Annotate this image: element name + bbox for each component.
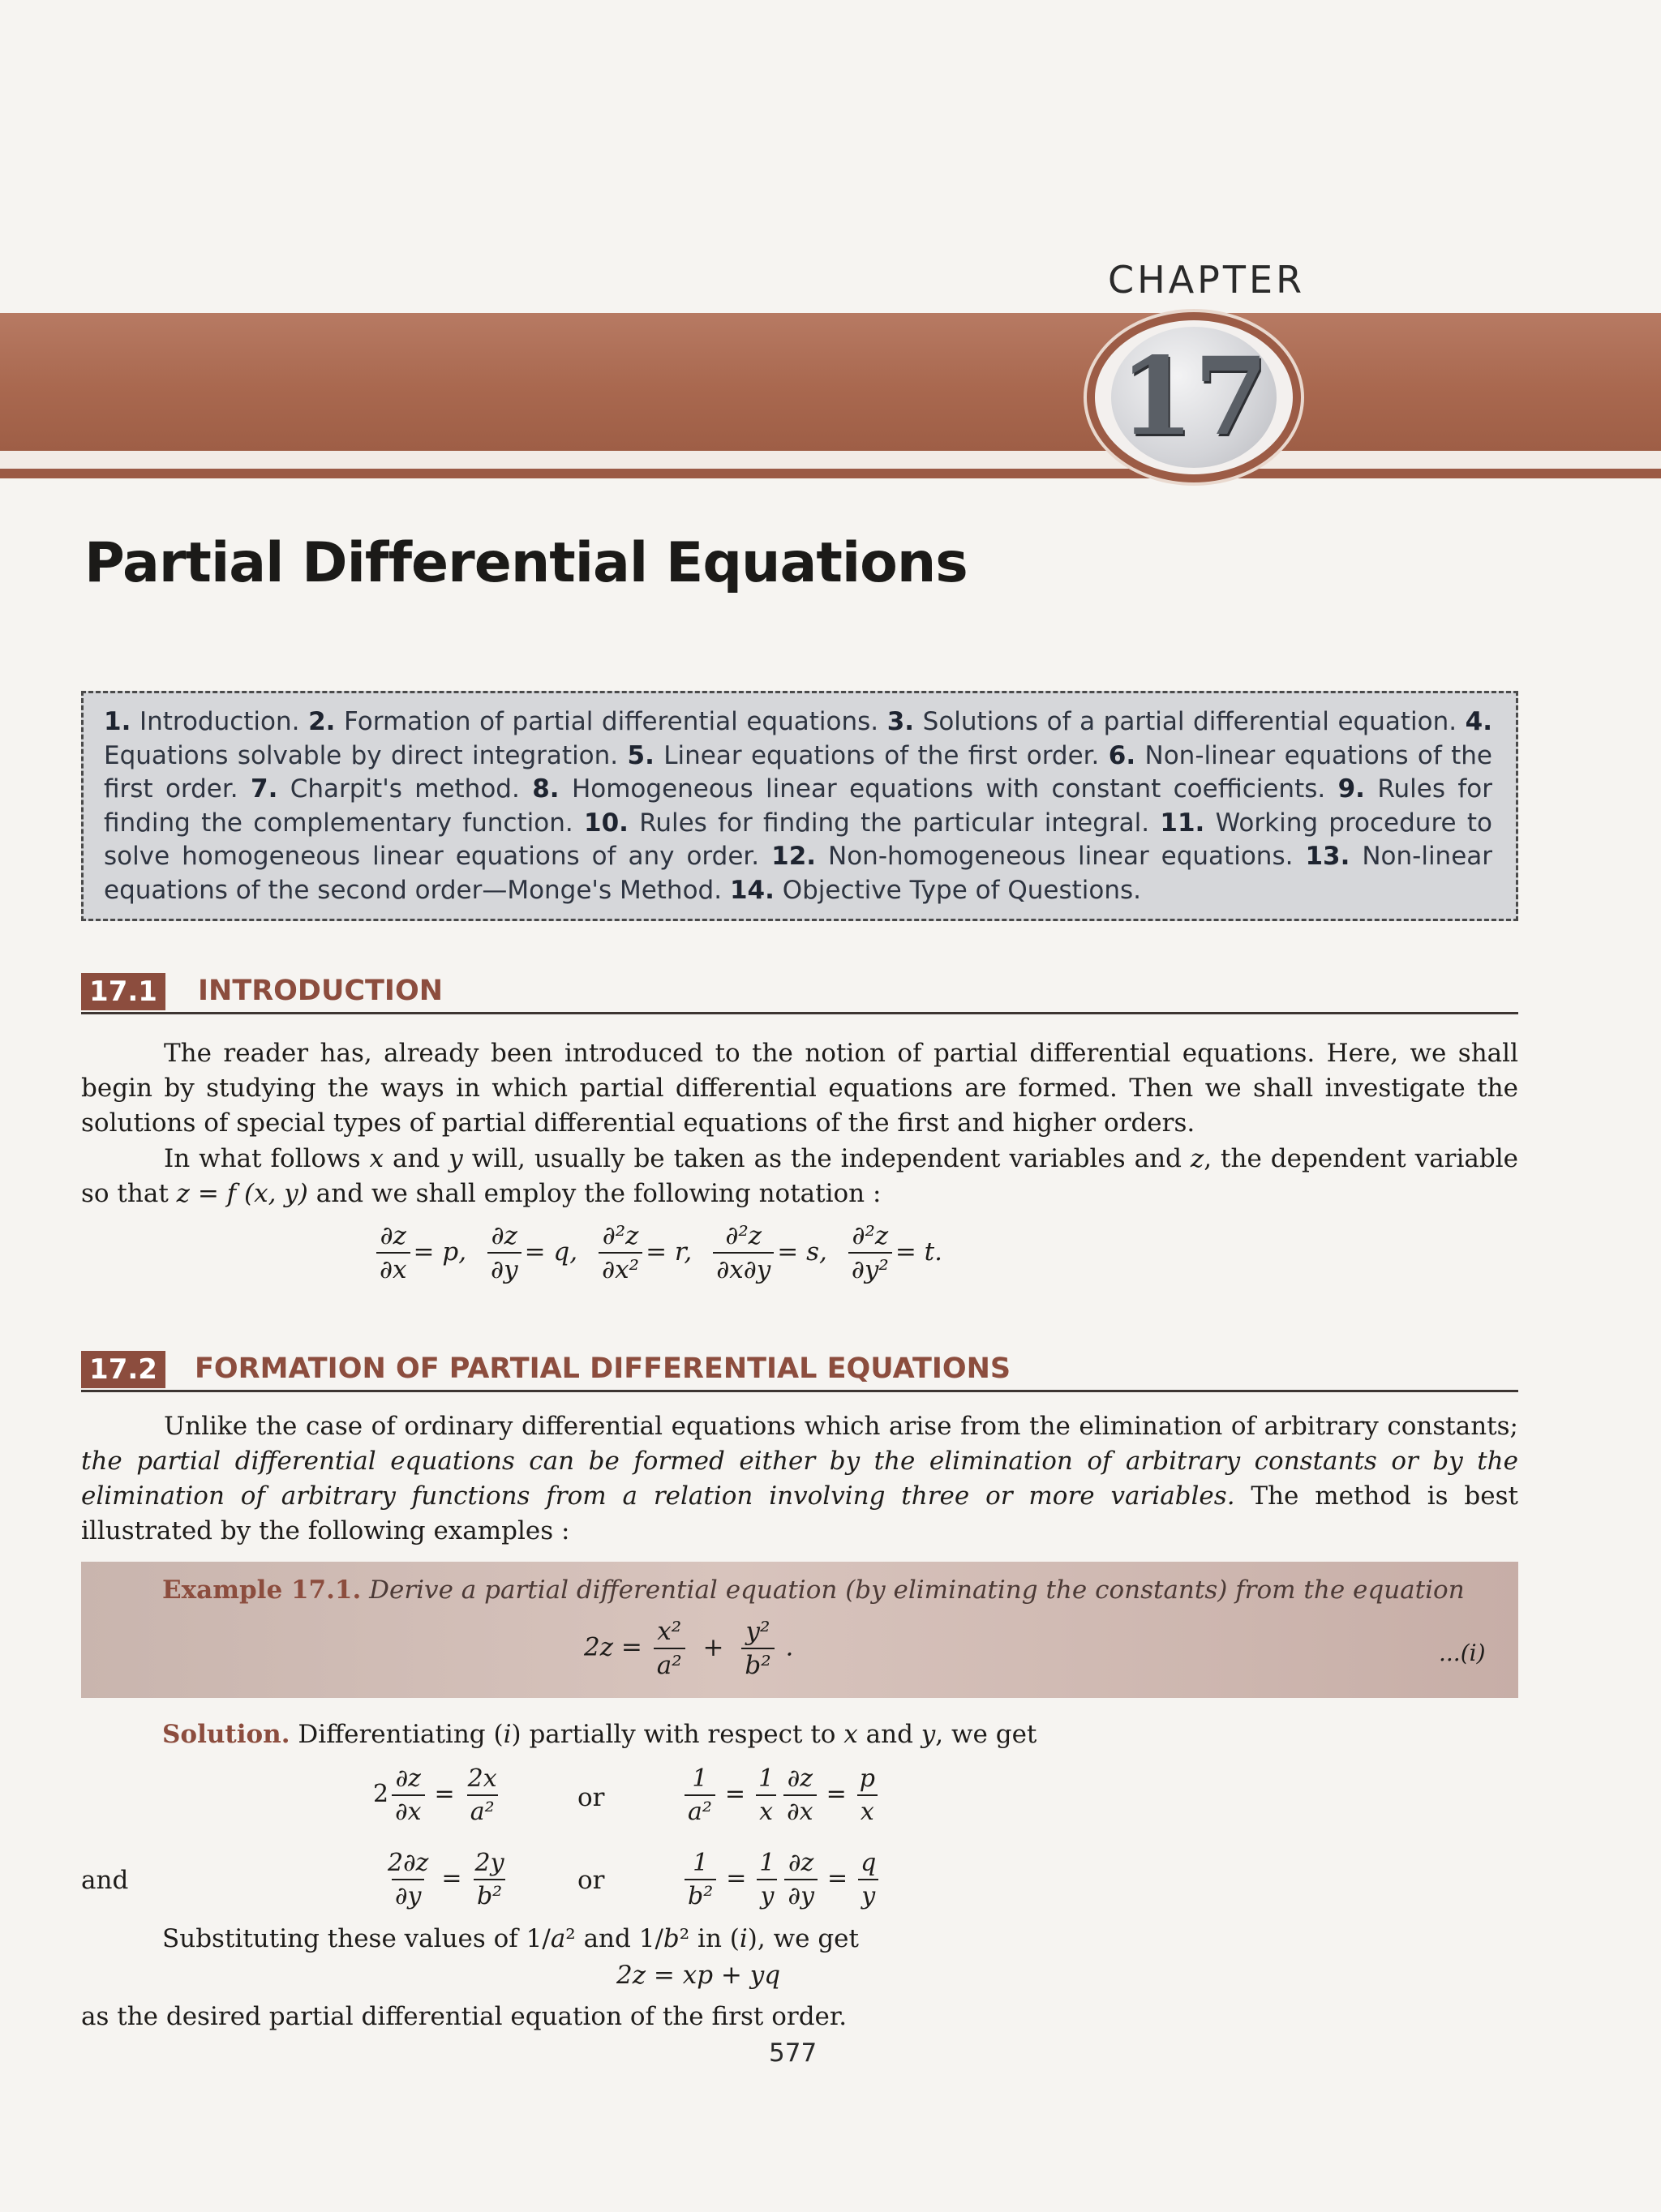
contents-item: 9. Rules for finding the complementary function.: [104, 774, 1492, 838]
example-label: Example 17.1.: [162, 1575, 362, 1605]
banner-underline: [0, 469, 1661, 478]
example-equation: 2z = $\frac{\text{x²}}{\text{a²}}$ + $\frac{\text{y²}}{\text{b²}}$ .: [584, 1617, 794, 1680]
contents-item: 3. Solutions of a partial differential equation.: [886, 707, 1457, 736]
chapter-contents: [104, 705, 1492, 907]
solution-intro: Solution. Differentiating (i) partially with respect to x and y, we get: [162, 1720, 1037, 1749]
equation-tag: ...(i): [1439, 1640, 1486, 1666]
contents-item: 7. Charpit's method.: [251, 774, 520, 804]
result-equation: 2z = xp + yq: [616, 1961, 781, 1990]
banner-gap: [0, 451, 1661, 469]
solution-label: Solution.: [162, 1720, 290, 1749]
section-rule: [81, 1012, 1518, 1014]
chapter-number-badge: 17: [1111, 327, 1277, 468]
derivative-y-equation: $\frac{2\partial z}{\partial y}$ = $\frac{2y}{\text{b²}}$: [388, 1849, 504, 1910]
notation-term: $\frac{\text{∂²z}}{\text{∂y²}}$ = t.: [845, 1237, 942, 1267]
section-number: 17.2: [81, 1351, 165, 1388]
formation-paragraph: Unlike the case of ordinary differential equations which arise from the elimination of arbitrary constants; the partial differential equations can be formed either by the elimination of arbitrary constants or by the elimination of arbitrary functions from a relation involving three or more variables. The method is best illustrated by the following examples :: [81, 1412, 1518, 1545]
contents-item: 2. Formation of partial differential equations.: [308, 707, 879, 736]
contents-item: 6. Non-linear equations of the first order.: [104, 740, 1492, 804]
intro-paragraph: The reader has, already been introduced to the notion of partial differential equations. Here, we shall begin by studying the ways in which partial differential equations are formed. Then we shall investigate the solutions of special types of partial differential equations of the first and higher orders.: [81, 1039, 1518, 1138]
notation-term: $\frac{\text{∂²z}}{\text{∂x²}}$ = r,: [595, 1237, 692, 1267]
notation-paragraph: In what follows x and y will, usually be taken as the independent variables and z, the dependent variable so that z = f (x, y) and we shall employ the following notation :: [81, 1144, 1518, 1208]
chapter-label: CHAPTER: [1108, 258, 1306, 302]
chapter-banner: [0, 313, 1661, 451]
contents-item: 1. Introduction.: [104, 707, 300, 736]
chapter-title: Partial Differential Equations: [84, 531, 968, 595]
section-rule: [81, 1390, 1518, 1392]
notation-equation: [373, 1221, 960, 1284]
contents-item: 12. Non-homogeneous linear equations.: [771, 842, 1294, 871]
contents-item: 5. Linear equations of the first order.: [627, 740, 1100, 770]
contents-item: 14. Objective Type of Questions.: [729, 875, 1142, 905]
substitution-text: Substituting these values of 1/a² and 1/b² in (i), we get: [162, 1924, 859, 1953]
and-word: and: [81, 1866, 129, 1895]
notation-term: $\frac{\partial z}{\partial y}$ = q,: [484, 1237, 577, 1267]
reciprocal-a-equation: $\frac{1}{\text{a²}}$ = $\frac{1}{x}$ $\frac{\partial z}{\partial x}$ = $\frac{p}{x}$: [681, 1764, 882, 1826]
contents-item: 4. Equations solvable by direct integration.: [104, 707, 1493, 770]
or-word: or: [577, 1866, 605, 1895]
section-number: 17.1: [81, 973, 165, 1010]
notation-term: $\frac{\text{∂²z}}{\partial x\partial y}$ = s,: [710, 1237, 827, 1267]
contents-item: 11. Working procedure to solve homogeneous linear equations of any order.: [104, 808, 1492, 871]
reciprocal-b-equation: $\frac{1}{\text{b²}}$ = $\frac{1}{y}$ $\frac{\partial z}{\partial y}$ = $\frac{q}{y}$: [681, 1849, 882, 1910]
contents-item: 13. Non-linear equations of the second order—Monge's Method.: [104, 842, 1493, 905]
derivative-x-equation: 2 $\frac{\partial z}{\partial x}$ = $\frac{2x}{\text{a²}}$: [373, 1764, 497, 1826]
or-word: or: [577, 1783, 605, 1812]
section-title: FORMATION OF PARTIAL DIFFERENTIAL EQUATIONS: [195, 1352, 1011, 1385]
notation-term: $\frac{\partial z}{\partial x}$ = p,: [373, 1237, 466, 1267]
section-title: INTRODUCTION: [198, 975, 443, 1007]
example-statement: Example 17.1. Derive a partial differential equation (by eliminating the constants) from the equation: [162, 1575, 1465, 1605]
contents-item: 8. Homogeneous linear equations with constant coefficients.: [532, 774, 1326, 804]
conclusion-text: as the desired partial differential equation of the first order.: [81, 2002, 848, 2031]
contents-item: 10. Rules for finding the particular integral.: [584, 808, 1150, 838]
page-number: 577: [769, 2038, 818, 2068]
